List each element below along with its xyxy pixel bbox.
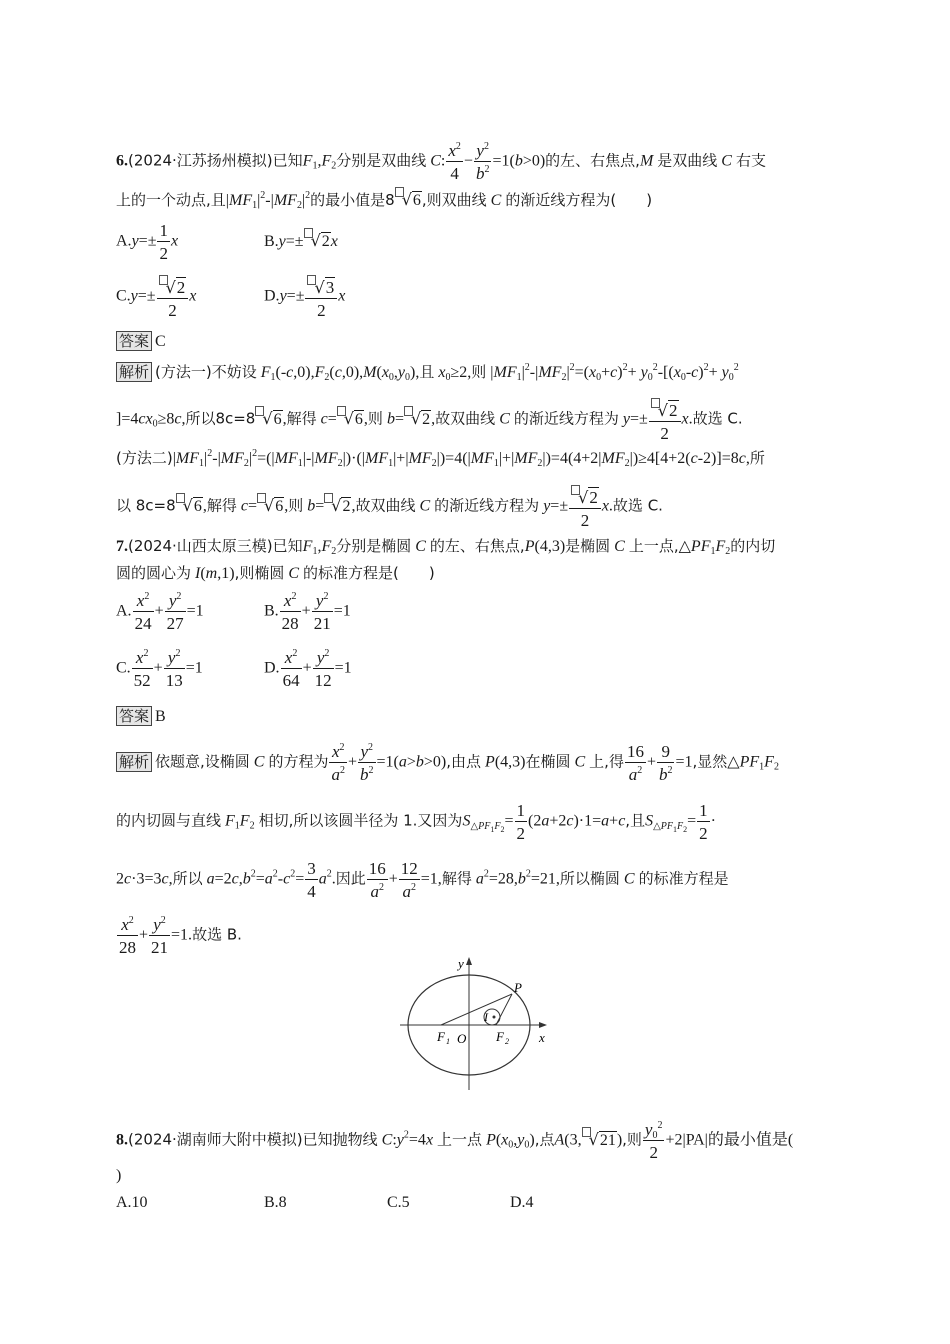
q6-option-c[interactable]: C.y=± $\frac{√2}{2}$ x <box>116 275 196 319</box>
q6-root-6: √6 <box>395 187 422 211</box>
f2-subscript: 2 <box>505 1037 509 1046</box>
q8-option-b[interactable]: B.8 <box>264 1194 287 1211</box>
q7-option-a[interactable]: A. $\frac{x^2}{24}$ + $\frac{y^2}{27}$ =1 <box>116 591 204 633</box>
q6-analysis-line1: 解析 (方法一)不妨设 $F_1(-c,0),F_2(c,0),M(x_0,y_0)$,且 $x_0\ge 2$,则 $|MF_1|^2-|MF_2|^2=(x_0+c)^2+ y_0^2-[(x_0-c)^2+ y_0^2$ <box>116 362 739 383</box>
q7-option-b[interactable]: B. $\frac{x^2}{28}$ + $\frac{y^2}{21}$ =1 <box>264 591 351 633</box>
answer-tag: 答案 <box>116 706 152 726</box>
p-label: P <box>514 980 522 995</box>
q7-option-d[interactable]: D. $\frac{x^2}{64}$ + $\frac{y^2}{12}$ =1 <box>264 648 352 690</box>
q7-line2: 圆的圆心为 I(m,1),则椭圆 C 的标准方程是( ) <box>116 564 435 582</box>
x-label: x <box>539 1030 545 1045</box>
q8-line2: ) <box>116 1167 122 1184</box>
q6-answer-value: C <box>155 333 166 350</box>
q6-line2: 上的一个动点,且$|MF_1|^2-|MF_2|^2$的最小值是8 √6,则双曲线 C 的渐近线方程为( ) <box>116 187 652 211</box>
q8-line1: 8.(2024·湖南师大附中模拟)已知抛物线 $C:y^2=4x$ 上一点 $P(x_0,y_0)$,点A(3, √21),则 $\frac{y_0^2}{2}$ +2|PA|的最小值是( <box>116 1120 794 1162</box>
ellipse-figure <box>395 950 560 1095</box>
q7-answer-value: B <box>155 708 166 725</box>
q7-option-c[interactable]: C. $\frac{x^2}{52}$ + $\frac{y^2}{13}$ =1 <box>116 648 203 690</box>
q7-analysis-line4: $\frac{x^2}{28}$ + $\frac{y^2}{21}$ =1.故选 B. <box>119 915 242 957</box>
q8-number: 8 <box>116 1131 124 1149</box>
f1-label: F <box>437 1029 445 1044</box>
q7-analysis-line2: 的内切圆与直线 $F_1F_2$ 相切,所以该圆半径为 1.又因为$S_{\triangle PF_1F_2}=$ $\frac{1}{2}$ (2a+2c)·1=a+c,且$S_{\triangle PF_1F_2}=$ $\frac{1}{2}$ · <box>116 801 716 843</box>
y-axis-arrow <box>466 957 472 965</box>
answer-tag: 答案 <box>116 331 152 351</box>
f1-subscript: 1 <box>446 1037 450 1046</box>
q6-analysis-line2: ]$=4cx_0\ge 8c$,所以8c=8 √6,解得 c= √6,则 b= √2,故双曲线 C 的渐近线方程为 y=± $\frac{√2}{2}$ x.故选 C. <box>116 398 743 442</box>
q7-line1: 7.(2024·山西太原三模)已知$F_1,F_2$分别是椭圆 C 的左、右焦点,P(4,3)是椭圆 C 上一点$,\triangle PF_1F_2$的内切 <box>116 537 776 557</box>
q8-option-c[interactable]: C.5 <box>387 1194 410 1211</box>
q6-option-b[interactable]: B.y=± √2x <box>264 228 338 251</box>
o-label: O <box>457 1031 467 1046</box>
q8-option-d[interactable]: D.4 <box>510 1194 534 1211</box>
q6-answer <box>116 331 166 352</box>
q7-answer <box>116 706 166 727</box>
q6-fraction-y2-b2: $\frac{y^2}{b^2}$ <box>475 141 490 183</box>
q6-option-d[interactable]: D.y=± $\frac{√3}{2}$ x <box>264 275 345 319</box>
segment-f1-p <box>441 994 512 1025</box>
q6-option-a[interactable]: A.y=± $\frac{1}{2}$ x <box>116 221 179 263</box>
q6-number: 6 <box>116 152 124 170</box>
q6-fraction-x2-4: $\frac{x^2}{4}$ <box>448 141 461 183</box>
q6-method2-line2: 以 8c=8 √6,解得 c= √6,则 b= √2,故双曲线 C 的渐近线方程为 y=± $\frac{√2}{2}$ x.故选 C. <box>116 485 663 529</box>
incenter-point <box>493 1016 496 1019</box>
q6-method2-line1: (方法二)$|MF_1|^2-|MF_2|^2=(|MF_1|-|MF_2|)\cdot(|MF_1|+|MF_2|)=4(|MF_1|+|MF_2|)=4(4+2|MF_2|)\ge 4[4+2(c-2)]=8c$,所 <box>116 448 765 469</box>
q6-source: (2024·江苏扬州模拟) <box>128 151 273 170</box>
y-label: y <box>458 956 464 971</box>
i-label: I <box>484 1010 488 1024</box>
q8-option-a[interactable]: A.10 <box>116 1194 148 1211</box>
analysis-tag: 解析 <box>116 752 152 772</box>
q6-line1: 6.(2024·江苏扬州模拟)已知$F_1,F_2$分别是双曲线 C: $\frac{x^2}{4}$ − $\frac{y^2}{b^2}$ =1(b>0)的左、右焦点,M 是双曲线 C 右支 <box>116 141 766 183</box>
analysis-tag: 解析 <box>116 362 152 382</box>
q7-number: 7 <box>116 538 124 555</box>
q7-analysis-line1: 解析 依题意,设椭圆 C 的方程为 $\frac{x^2}{a^2}$ + $\frac{y^2}{b^2}$ =1(a>b>0),由点 P(4,3)在椭圆 C 上,得 $\frac{16}{a^2}$ + $\frac{9}{b^2}$ =1,显然$\triangle PF_1F_2$ <box>116 743 779 783</box>
f2-label: F <box>496 1029 504 1044</box>
segment-f2-p <box>496 994 512 1025</box>
q7-analysis-line3: 2c·3=3c,所以 $a=2c,b^2=a^2-c^2=$ $\frac{3}{4}$ $a^2$.因此 $\frac{16}{a^2}$ + $\frac{12}{a^2}$ =1,解得 $a^2=28,b^2=21$,所以椭圆 C 的标准方程是 <box>116 859 729 901</box>
x-axis-arrow <box>539 1022 547 1028</box>
